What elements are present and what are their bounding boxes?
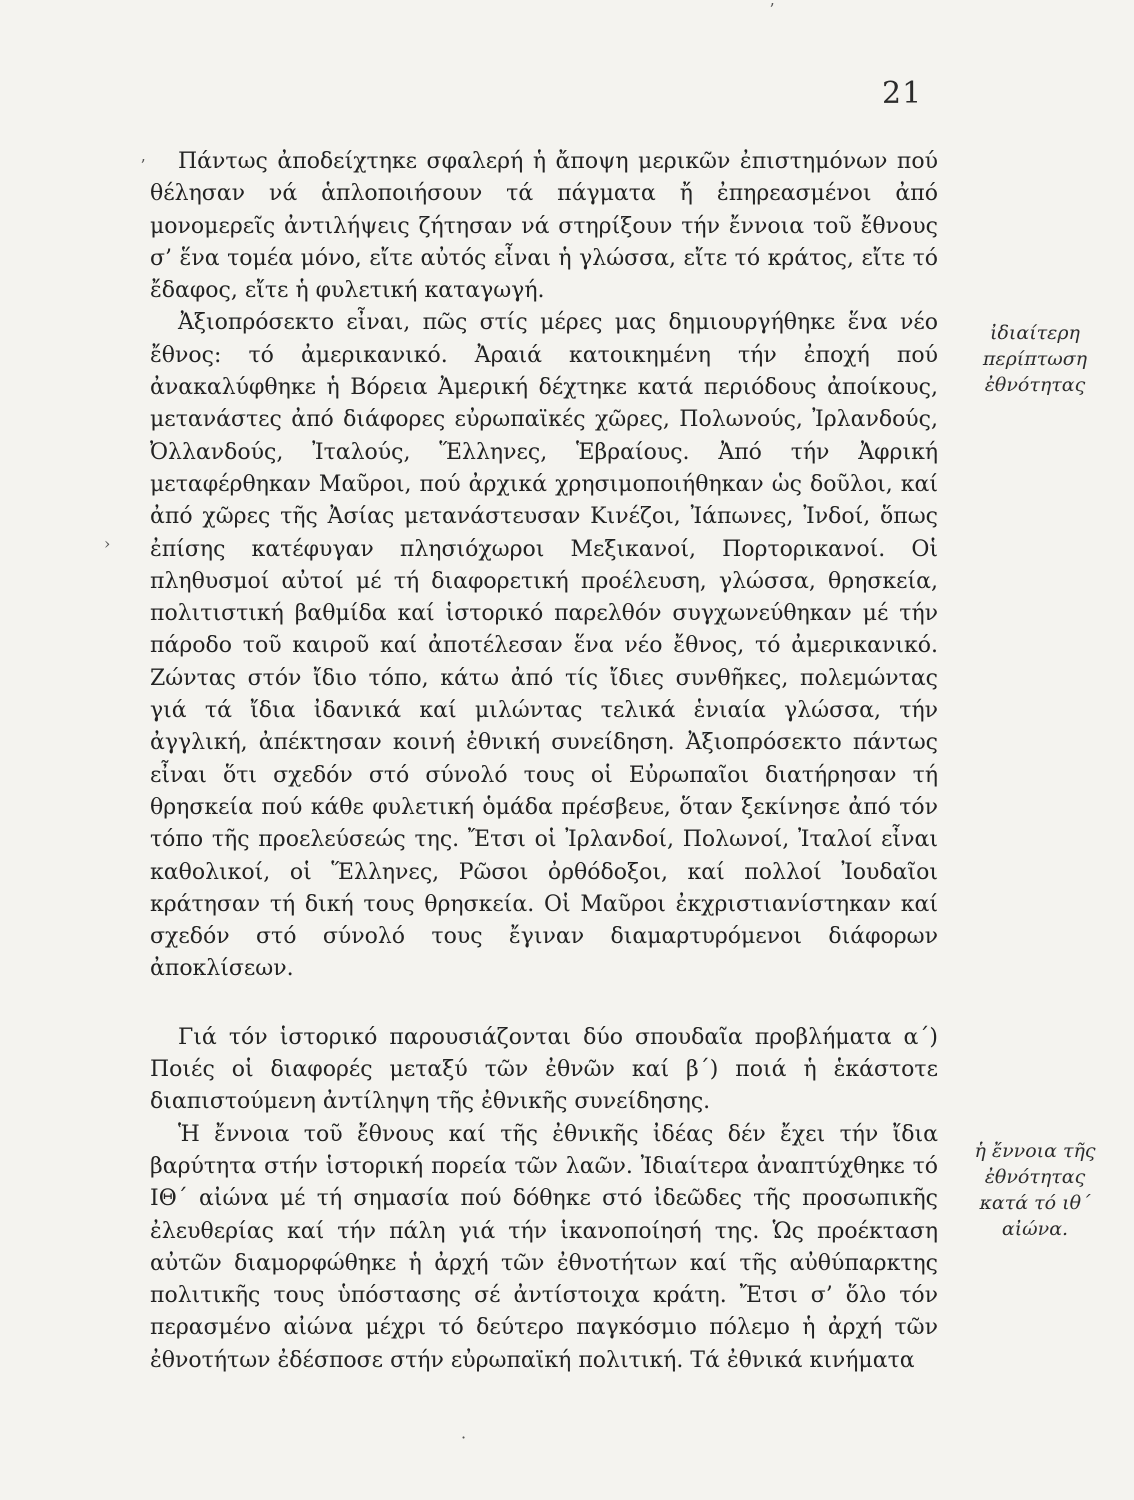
main-text-column <box>150 146 938 1377</box>
page-number: 21 <box>882 76 923 111</box>
margin-note-special-case: ἰδιαίτερη περίπτωση ἐθνότητας <box>982 322 1088 396</box>
tick-mark: ʼ <box>140 156 146 175</box>
paragraph-4: Ἡ ἔννοια τοῦ ἔθνους καί τῆς ἐθνικῆς ἰδέας δέν ἔχει τήν ἴδια βαρύτητα στήν ἱστορική πορεία τῶν λαῶν. Ἰδιαίτερα ἀναπτύχθηκε τό ΙΘ΄ αἰώνα μέ τή σημασία πού δόθηκε στό ἰδεῶδες τῆς προσωπικῆς ἐλευθερίας καί τήν πάλη γιά τήν ἱκανοποίησή της. Ὡς προέκταση αὐτῶν διαμορφώθηκε ἡ ἀρχή τῶν ἐθνοτήτων καί τῆς αὐθύπαρκτης πολιτικῆς τους ὑπόστασης σέ ἀντίστοιχα κράτη. Ἔτσι σ’ ὅλο τόν περασμένο αἰώνα μέχρι τό δεύτερο παγκόσμιο πόλεμο ἡ ἀρχή τῶν ἐθνοτήτων ἐδέσποσε στήν εὐρωπαϊκή πολιτική. Τά ἐθνικά κινήματα <box>150 1121 938 1373</box>
paragraph-3: Γιά τόν ἱστορικό παρουσιάζονται δύο σπουδαῖα προβλήματα α΄) Ποιές οἱ διαφορές μεταξύ τῶν ἐθνῶν καί β΄) ποιά ἡ ἑκάστοτε διαπιστούμενη ἀντίληψη τῆς ἐθνικῆς συνείδησης. <box>150 1024 938 1115</box>
paragraph-1: Πάντως ἀποδείχτηκε σφαλερή ἡ ἄποψη μερικῶν ἐπιστημόνων πού θέλησαν νά ἁπλοποιήσουν τά πάγματα ἤ ἐπηρεασμένοι ἀπό μονομερεῖς ἀντιλήψεις ζήτησαν νά στηρίξουν τήν ἔννοια τοῦ ἔθνους σ’ ἕνα τομέα μόνο, εἴτε αὐτός εἶναι ἡ γλώσσα, εἴτε τό κράτος, εἴτε τό ἔδαφος, εἴτε ἡ φυλετική καταγωγή. <box>150 149 938 304</box>
bottom-mark: · <box>461 1428 467 1447</box>
top-mark: ʼ <box>769 0 775 19</box>
bullet-mark: › <box>104 534 111 553</box>
margin-note-concept-of-nationality: ἡ ἔννοια τῆς ἐθνότητας κατά τό ιθ΄ αἰώνα. <box>974 1140 1096 1240</box>
paragraph-2: Ἀξιοπρόσεκτο εἶναι, πῶς στίς μέρες μας δημιουργήθηκε ἕνα νέο ἔθνος: τό ἀμερικανικό. Ἀραιά κατοικημένη τήν ἐποχή πού ἀνακαλύφθηκε ἡ Βόρεια Ἀμερική δέχτηκε κατά περιόδους ἀποίκους, μετανάστες ἀπό διάφορες εὐρωπαϊκές χῶρες, Πολωνούς, Ἰρλανδούς, Ὀλλανδούς, Ἰταλούς, Ἕλληνες, Ἑβραίους. Ἀπό τήν Ἀφρική μεταφέρθηκαν Μαῦροι, πού ἀρχικά χρησιμοποιήθηκαν ὡς δοῦλοι, καί ἀπό χῶρες τῆς Ἀσίας μετανάστευσαν Κινέζοι, Ἰάπωνες, Ἰνδοί, ὅπως ἐπίσης κατέφυγαν πλησιόχωροι Μεξικανοί, Πορτορικανοί. Οἱ πληθυσμοί αὐτοί μέ τή διαφορετική προέλευση, γλώσσα, θρησκεία, πολιτιστική βαθμίδα καί ἱστορικό παρελθόν συγχωνεύθηκαν μέ τήν πάροδο τοῦ καιροῦ καί ἀποτέλεσαν ἕνα νέο ἔθνος, τό ἀμερικανικό. Ζώντας στόν ἴδιο τόπο, κάτω ἀπό τίς ἴδιες συνθῆκες, πολεμώντας γιά τά ἴδια ἰδανικά καί μιλώντας τελικά ἑνιαία γλώσσα, τήν ἀγγλική, ἀπέκτησαν κοινή ἐθνική συνείδηση. Ἀξιοπρόσεκτο πάντως εἶναι ὅτι σχεδόν στό σύνολό τους οἱ Εὐρωπαῖοι διατήρησαν τή θρησκεία πού κάθε φυλετική ὁμάδα πρέσβευε, ὅταν ξεκίνησε ἀπό τόν τόπο τῆς προελεύσεώς της. Ἔτσι οἱ Ἰρλανδοί, Πολωνοί, Ἰταλοί εἶναι καθολικοί, οἱ Ἕλληνες, Ρῶσοι ὀρθόδοξοι, καί πολλοί Ἰουδαῖοι κράτησαν τή δική τους θρησκεία. Οἱ Μαῦροι ἐκχριστιανίστηκαν καί σχεδόν στό σύνολό τους ἔγιναν διαμαρτυρόμενοι διάφορων ἀποκλίσεων. <box>150 310 938 982</box>
